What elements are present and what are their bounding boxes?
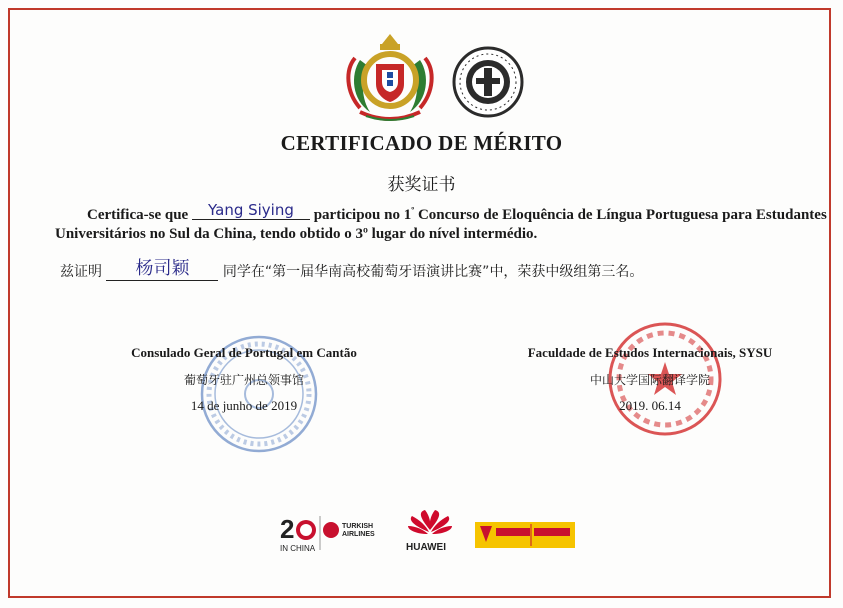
svg-text:IN CHINA: IN CHINA: [280, 544, 316, 553]
certificate-title: CERTIFICADO DE MÉRITO: [280, 131, 563, 155]
consulate-name-cn: 葡萄牙驻广州总领事馆: [183, 373, 304, 387]
cert-ordinal-sup: º: [411, 205, 415, 215]
cert-cn-mid: 同学在: [222, 264, 265, 280]
quote-close: ”: [482, 264, 490, 280]
signatory-consulate: [107, 345, 381, 414]
svg-text:2: 2: [280, 514, 295, 544]
consulate-name-pt: Consulado Geral de Portugal em Cantão: [131, 345, 357, 360]
cert-cn-prefix: 兹证明: [60, 264, 102, 280]
sponsor-logos: [280, 508, 580, 558]
svg-text:AIRLINES: AIRLINES: [342, 531, 375, 538]
certificate-subtitle-cn: 获奖证书: [387, 175, 456, 195]
huawei-logo: [406, 510, 452, 553]
certification-text-pt-line1: [87, 201, 827, 224]
turkish-airlines-logo: [280, 514, 375, 553]
consulate-date: 14 de junho de 2019: [190, 398, 298, 413]
cert-part1: participou no 1: [313, 207, 412, 223]
portugal-coat-of-arms-logo: [340, 30, 440, 126]
sun-yat-sen-university-seal-logo: [452, 46, 524, 118]
signatory-faculty: [500, 345, 800, 414]
faculty-date: 2019. 06.14: [619, 398, 681, 413]
svg-text:HUAWEI: HUAWEI: [406, 542, 446, 553]
svg-text:TURKISH: TURKISH: [342, 523, 374, 530]
certification-text-cn: [60, 256, 643, 283]
cert-part2: Concurso de Eloquência de Língua Portuguesa para Estudantes: [417, 207, 827, 223]
faculty-name-cn: 中山大学国际翻译学院: [589, 373, 710, 387]
contest-name-cn: 第一届华南高校葡萄牙语演讲比赛: [272, 264, 483, 280]
cert-cn-suffix: 中，荣获中级组第三名。: [489, 264, 644, 280]
quote-open: “: [264, 264, 273, 280]
certification-text-pt-line2: Universitários no Sul da China, tendo obtido o 3º lugar do nível intermédio.: [55, 226, 538, 242]
recipient-name-pt: Yang Siying: [192, 201, 310, 220]
faculty-name-pt: Faculdade de Estudos Internacionais, SYSU: [527, 345, 773, 360]
zhongtou-shiye-logo: [475, 522, 575, 548]
recipient-name-cn: 杨司颖: [106, 254, 218, 281]
cert-prefix: Certifica-se que: [87, 207, 189, 223]
